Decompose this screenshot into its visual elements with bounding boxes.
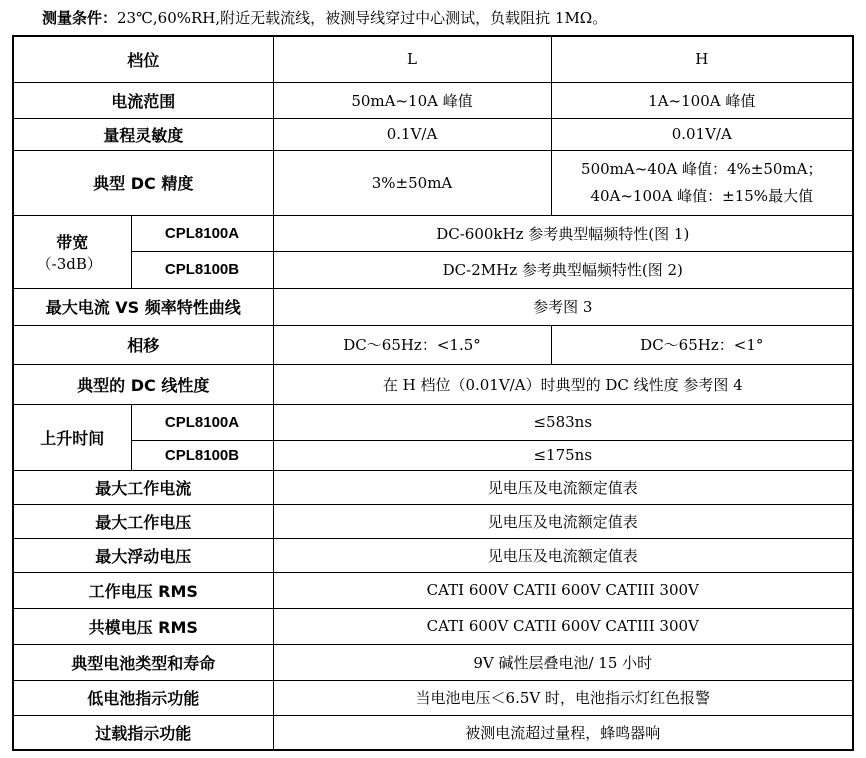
model-label: CPL8100B	[131, 251, 273, 288]
value-H-line2: 40A~100A 峰值：±15%最大值	[590, 186, 814, 205]
bandwidth-value: DC-600kHz 参考典型幅频特性(图 1)	[273, 215, 853, 251]
table-row	[13, 404, 853, 440]
table-row	[13, 644, 853, 680]
header-row	[13, 36, 853, 82]
model-label: CPL8100B	[131, 440, 273, 470]
row-value: 见电压及电流额定值表	[273, 538, 853, 572]
row-label: 过载指示功能	[13, 715, 273, 750]
table-row	[13, 608, 853, 644]
value-L: 50mA~10A 峰值	[273, 82, 551, 118]
measurement-conditions	[42, 8, 607, 28]
value-H-line1: 500mA~40A 峰值：4%±50mA；	[581, 159, 823, 178]
table-row	[13, 215, 853, 251]
row-label: 最大浮动电压	[13, 538, 273, 572]
model-label: CPL8100A	[131, 215, 273, 251]
value-L: DC～65Hz：<1.5°	[273, 325, 551, 364]
row-value: 在 H 档位（0.01V/A）时典型的 DC 线性度 参考图 4	[273, 364, 853, 404]
table-row	[13, 440, 853, 470]
table-row	[13, 288, 853, 325]
table-row	[13, 325, 853, 364]
header-L: L	[273, 36, 551, 82]
row-value: 被测电流超过量程，蜂鸣器响	[273, 715, 853, 750]
value-L: 3%±50mA	[273, 150, 551, 215]
row-label: 相移	[13, 325, 273, 364]
bandwidth-title: 带宽	[56, 232, 89, 252]
row-value: 当电池电压＜6.5V 时，电池指示灯红色报警	[273, 680, 853, 715]
row-value: 见电压及电流额定值表	[273, 504, 853, 538]
row-value: 见电压及电流额定值表	[273, 470, 853, 504]
row-label: 典型电池类型和寿命	[13, 644, 273, 680]
table-row	[13, 538, 853, 572]
row-label: 电流范围	[13, 82, 273, 118]
row-value: CATI 600V CATII 600V CATIII 300V	[273, 608, 853, 644]
row-value: 参考图 3	[273, 288, 853, 325]
header-range-label: 档位	[13, 36, 273, 82]
table-row	[13, 572, 853, 608]
bandwidth-sub: （-3dB）	[36, 254, 102, 273]
row-value: 9V 碱性层叠电池/ 15 小时	[273, 644, 853, 680]
header-H: H	[551, 36, 853, 82]
row-label: 最大工作电压	[13, 504, 273, 538]
rise-time-value: ≤175ns	[273, 440, 853, 470]
row-label: 典型 DC 精度	[13, 150, 273, 215]
table-row	[13, 150, 853, 215]
table-row	[13, 715, 853, 750]
row-label: 量程灵敏度	[13, 118, 273, 150]
spec-table	[12, 35, 854, 751]
table-row	[13, 82, 853, 118]
value-L: 0.1V/A	[273, 118, 551, 150]
table-row	[13, 364, 853, 404]
rise-time-label	[13, 404, 131, 470]
bandwidth-value: DC-2MHz 参考典型幅频特性(图 2)	[273, 251, 853, 288]
row-value: CATI 600V CATII 600V CATIII 300V	[273, 572, 853, 608]
row-label: 工作电压 RMS	[13, 572, 273, 608]
row-label: 最大电流 VS 频率特性曲线	[13, 288, 273, 325]
row-label: 典型的 DC 线性度	[13, 364, 273, 404]
table-row	[13, 680, 853, 715]
row-label: 低电池指示功能	[13, 680, 273, 715]
rise-time-value: ≤583ns	[273, 404, 853, 440]
table-row	[13, 470, 853, 504]
table-row	[13, 118, 853, 150]
conditions-label: 测量条件：	[42, 9, 118, 27]
bandwidth-label	[13, 215, 131, 288]
value-H: 0.01V/A	[551, 118, 853, 150]
model-label: CPL8100A	[131, 404, 273, 440]
row-label: 共模电压 RMS	[13, 608, 273, 644]
table-row	[13, 251, 853, 288]
value-H: DC～65Hz：<1°	[551, 325, 853, 364]
value-H: 1A~100A 峰值	[551, 82, 853, 118]
rise-time-title: 上升时间	[40, 428, 105, 448]
value-H	[551, 150, 853, 215]
row-label: 最大工作电流	[13, 470, 273, 504]
conditions-text: 23℃,60%RH,附近无载流线，被测导线穿过中心测试，负载阻抗 1MΩ。	[117, 9, 608, 27]
table-row	[13, 504, 853, 538]
